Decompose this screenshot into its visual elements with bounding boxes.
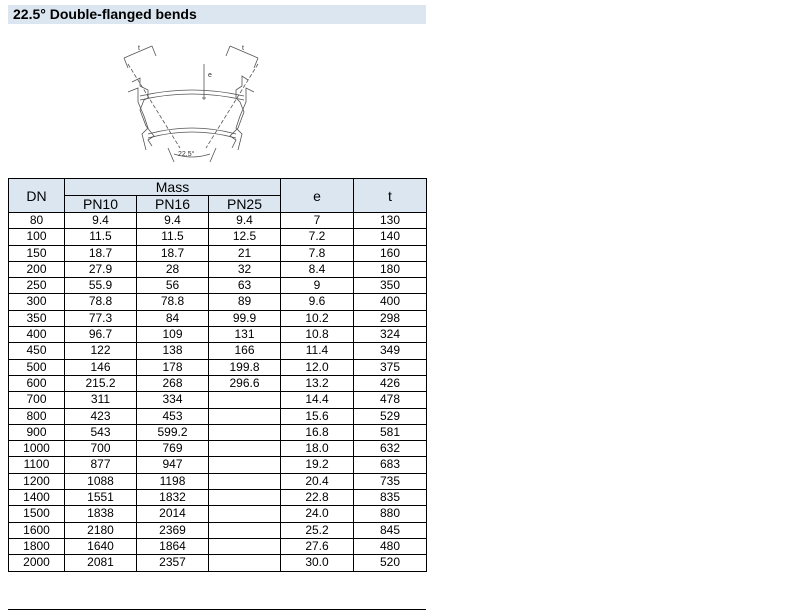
cell-dn: 600: [9, 375, 65, 391]
spec-table: [8, 178, 427, 572]
cell-pn10: 1640: [65, 538, 137, 554]
cell-e: 18.0: [281, 441, 354, 457]
cell-t: 140: [354, 229, 427, 245]
table-row: [9, 245, 427, 261]
cell-pn10: 1838: [65, 506, 137, 522]
table-row: [9, 359, 427, 375]
cell-pn25: 21: [209, 245, 281, 261]
cell-dn: 1800: [9, 538, 65, 554]
cell-pn10: 1088: [65, 473, 137, 489]
cell-pn10: 78.8: [65, 294, 137, 310]
table-row: [9, 278, 427, 294]
table-body: [9, 213, 427, 572]
cell-pn10: 543: [65, 424, 137, 440]
cell-pn16: 2357: [137, 555, 209, 571]
table-row: [9, 310, 427, 326]
cell-t: 400: [354, 294, 427, 310]
cell-pn16: 453: [137, 408, 209, 424]
left-flange: [132, 78, 154, 146]
table-row: [9, 555, 427, 571]
cell-dn: 1600: [9, 522, 65, 538]
col-header-t: t: [354, 179, 427, 213]
cell-pn25: [209, 457, 281, 473]
cell-pn10: 146: [65, 359, 137, 375]
col-header-pn16: PN16: [137, 196, 209, 213]
cell-dn: 80: [9, 213, 65, 229]
cell-e: 8.4: [281, 261, 354, 277]
cell-dn: 1000: [9, 441, 65, 457]
cell-pn16: 268: [137, 375, 209, 391]
cell-pn10: 9.4: [65, 213, 137, 229]
cell-pn25: 166: [209, 343, 281, 359]
col-header-e: e: [281, 179, 354, 213]
cell-t: 426: [354, 375, 427, 391]
table-row: [9, 441, 427, 457]
cell-e: 19.2: [281, 457, 354, 473]
cell-pn25: 296.6: [209, 375, 281, 391]
cell-dn: 1100: [9, 457, 65, 473]
cell-pn25: [209, 506, 281, 522]
cell-t: 160: [354, 245, 427, 261]
cell-e: 16.8: [281, 424, 354, 440]
label-e: e: [208, 72, 212, 79]
cell-e: 27.6: [281, 538, 354, 554]
table-row: [9, 457, 427, 473]
cell-pn10: 215.2: [65, 375, 137, 391]
cell-pn16: 56: [137, 278, 209, 294]
table-row: [9, 343, 427, 359]
cell-t: 735: [354, 473, 427, 489]
cell-pn25: [209, 555, 281, 571]
cell-pn25: 9.4: [209, 213, 281, 229]
cell-pn25: 199.8: [209, 359, 281, 375]
cell-pn16: 138: [137, 343, 209, 359]
cell-e: 22.8: [281, 490, 354, 506]
cell-pn16: 599.2: [137, 424, 209, 440]
cell-pn25: 12.5: [209, 229, 281, 245]
cell-pn10: 122: [65, 343, 137, 359]
cell-pn25: [209, 424, 281, 440]
cell-e: 7.8: [281, 245, 354, 261]
cell-t: 180: [354, 261, 427, 277]
table-row: [9, 424, 427, 440]
cell-e: 9.6: [281, 294, 354, 310]
cell-pn16: 769: [137, 441, 209, 457]
label-angle: 22.5°: [178, 151, 195, 158]
cell-t: 478: [354, 392, 427, 408]
cell-pn25: 63: [209, 278, 281, 294]
cell-t: 375: [354, 359, 427, 375]
cell-pn25: 89: [209, 294, 281, 310]
col-header-pn25: PN25: [209, 196, 281, 213]
cell-pn10: 55.9: [65, 278, 137, 294]
cell-dn: 500: [9, 359, 65, 375]
cell-pn10: 2180: [65, 522, 137, 538]
cell-dn: 1200: [9, 473, 65, 489]
cell-e: 13.2: [281, 375, 354, 391]
table-row: [9, 229, 427, 245]
cell-e: 20.4: [281, 473, 354, 489]
cell-e: 11.4: [281, 343, 354, 359]
cell-t: 581: [354, 424, 427, 440]
label-t-left: t: [138, 45, 140, 52]
cell-t: 880: [354, 506, 427, 522]
table-row: [9, 261, 427, 277]
cell-pn10: 96.7: [65, 327, 137, 343]
cell-pn16: 84: [137, 310, 209, 326]
cell-pn25: [209, 473, 281, 489]
cell-dn: 800: [9, 408, 65, 424]
cell-pn16: 334: [137, 392, 209, 408]
cell-pn16: 109: [137, 327, 209, 343]
cell-pn16: 2014: [137, 506, 209, 522]
cell-pn16: 178: [137, 359, 209, 375]
cell-pn16: 947: [137, 457, 209, 473]
cell-t: 632: [354, 441, 427, 457]
cell-t: 683: [354, 457, 427, 473]
cell-dn: 300: [9, 294, 65, 310]
cell-e: 10.2: [281, 310, 354, 326]
cell-pn10: 2081: [65, 555, 137, 571]
cell-t: 529: [354, 408, 427, 424]
cell-pn25: [209, 392, 281, 408]
cell-pn25: [209, 490, 281, 506]
cell-e: 9: [281, 278, 354, 294]
cell-pn10: 11.5: [65, 229, 137, 245]
table-row: [9, 506, 427, 522]
cell-e: 7: [281, 213, 354, 229]
table-row: [9, 490, 427, 506]
cell-pn10: 877: [65, 457, 137, 473]
table-row: [9, 392, 427, 408]
cell-dn: 1400: [9, 490, 65, 506]
cell-t: 480: [354, 538, 427, 554]
label-t-right: t: [242, 45, 244, 52]
cell-e: 14.4: [281, 392, 354, 408]
cell-pn10: 423: [65, 408, 137, 424]
cell-t: 835: [354, 490, 427, 506]
cell-pn10: 27.9: [65, 261, 137, 277]
cell-t: 520: [354, 555, 427, 571]
cell-pn25: [209, 408, 281, 424]
table-row: [9, 327, 427, 343]
cell-t: 845: [354, 522, 427, 538]
cell-pn16: 28: [137, 261, 209, 277]
cell-e: 7.2: [281, 229, 354, 245]
cell-dn: 2000: [9, 555, 65, 571]
cell-pn16: 18.7: [137, 245, 209, 261]
cell-pn25: [209, 538, 281, 554]
cell-pn25: [209, 522, 281, 538]
cell-pn25: 32: [209, 261, 281, 277]
cell-pn10: 77.3: [65, 310, 137, 326]
cell-dn: 100: [9, 229, 65, 245]
cell-pn25: [209, 441, 281, 457]
col-header-dn: DN: [9, 179, 65, 213]
cell-t: 324: [354, 327, 427, 343]
cell-pn25: 99.9: [209, 310, 281, 326]
cell-e: 12.0: [281, 359, 354, 375]
cell-dn: 1500: [9, 506, 65, 522]
cell-e: 30.0: [281, 555, 354, 571]
table-row: [9, 522, 427, 538]
col-header-pn10: PN10: [65, 196, 137, 213]
cell-pn10: 311: [65, 392, 137, 408]
cell-dn: 150: [9, 245, 65, 261]
table-row: [9, 408, 427, 424]
cell-dn: 200: [9, 261, 65, 277]
cell-pn16: 1864: [137, 538, 209, 554]
cell-pn16: 11.5: [137, 229, 209, 245]
cell-pn16: 9.4: [137, 213, 209, 229]
cell-pn25: 131: [209, 327, 281, 343]
table-row: [9, 473, 427, 489]
bottom-divider: [8, 609, 426, 610]
cell-pn16: 2369: [137, 522, 209, 538]
cell-pn16: 1832: [137, 490, 209, 506]
cell-dn: 700: [9, 392, 65, 408]
cell-pn10: 18.7: [65, 245, 137, 261]
cell-e: 24.0: [281, 506, 354, 522]
cell-e: 10.8: [281, 327, 354, 343]
table-row: [9, 538, 427, 554]
cell-e: 25.2: [281, 522, 354, 538]
cell-pn16: 1198: [137, 473, 209, 489]
page-title: 22.5° Double-flanged bends: [13, 6, 197, 22]
cell-dn: 900: [9, 424, 65, 440]
table-row: [9, 294, 427, 310]
cell-t: 350: [354, 278, 427, 294]
cell-t: 349: [354, 343, 427, 359]
cell-pn10: 700: [65, 441, 137, 457]
cell-t: 298: [354, 310, 427, 326]
bend-diagram: [118, 40, 268, 172]
cell-dn: 450: [9, 343, 65, 359]
cell-dn: 250: [9, 278, 65, 294]
cell-pn10: 1551: [65, 490, 137, 506]
cell-dn: 400: [9, 327, 65, 343]
title-bar: [8, 5, 426, 24]
col-header-mass: Mass: [65, 179, 281, 196]
cell-pn16: 78.8: [137, 294, 209, 310]
table-row: [9, 213, 427, 229]
table-row: [9, 375, 427, 391]
cell-dn: 350: [9, 310, 65, 326]
cell-e: 15.6: [281, 408, 354, 424]
cell-t: 130: [354, 213, 427, 229]
